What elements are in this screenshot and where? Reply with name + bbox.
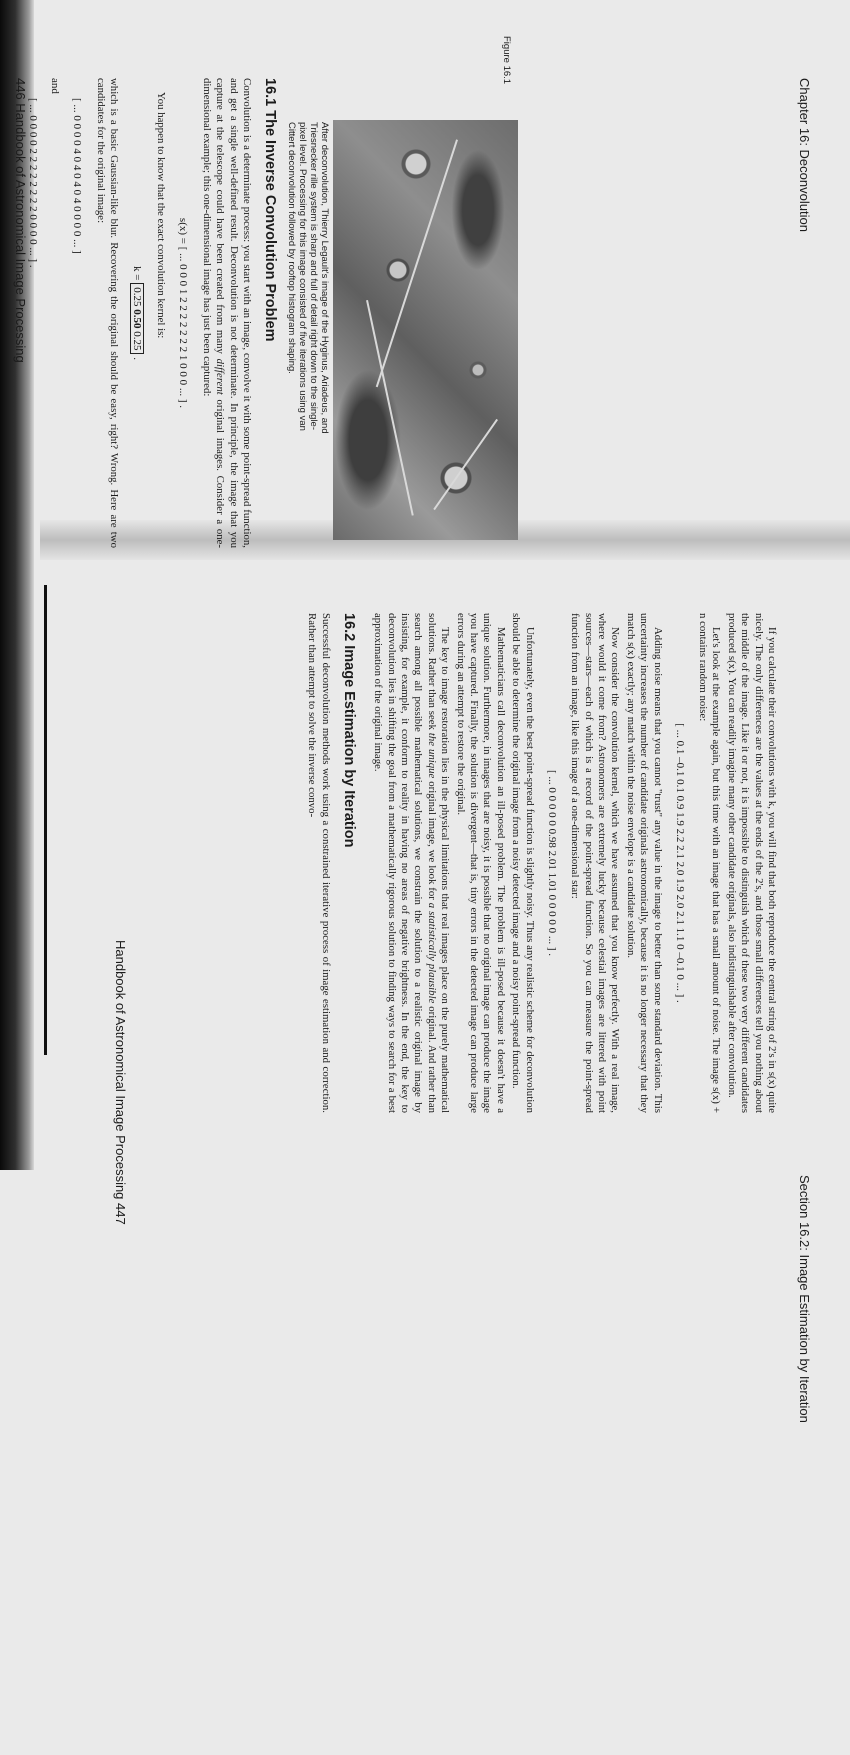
figure-caption	[286, 122, 330, 542]
right-body	[303, 613, 778, 1113]
rille-line	[433, 419, 498, 510]
equation-candidate-1: [ ... 0 0 0 0 4 0 4 0 4 0 4 0 0 0 0 ... ]	[71, 98, 84, 254]
kernel-value: 0.25	[130, 331, 143, 351]
kernel-vector	[130, 283, 144, 354]
equation-star: [ ... 0 0 0 0 0 0.98 2.01 1.01 0 0 0 0 0 ... ] .	[545, 769, 558, 957]
caption-line: After deconvolution, Thierry Legault's image of the Hyginus, Ariadeus, and	[319, 122, 330, 434]
caption-line: Cittert deconvolution followed by rooftop histogram shaping.	[286, 122, 297, 374]
left-body	[17, 78, 278, 548]
text-run: original image, we look for	[425, 778, 438, 903]
paragraph-ill-posed: Mathematicians call deconvolution an ill-posed problem. The problem is ill-posed because it doesn't have a unique solution. Furthermore, in images that are noisy, it is possible that no original image can produce the image you have captured. Finally, the solution is divergent—that is, tiny errors in the detected image can produce large errors during an attempt to restore the original.	[454, 613, 507, 1113]
paragraph-convolutions: If you calculate their convolutions with k, you will find that both reproduce the central string of 2's in s(x) quite nicely. The only differences are the values at the ends of the 2's, and those small differences tell you nothing about the middle of the image. Like it or not, it is impossible to distinguish which of these two very different candidates produced s(x). You can readily imagine many other candidate originals, also indistinguishable after convolution.	[725, 613, 778, 1113]
paragraph-candidates: which is a basic Gaussian-like blur. Recovering the original should be easy, right? Wrong. Here are two candidates for the original image:	[94, 78, 120, 548]
right-page	[0, 585, 850, 1755]
text-run: The key to image restoration lies in the physical limitations that real images place on the purely mathematical solutions. Rather than seek	[425, 613, 452, 1113]
section-heading-16-2: 16.2 Image Estimation by Iteration	[340, 613, 357, 848]
paragraph-kernel: You happen to know that the exact convolution kernel is:	[155, 92, 168, 339]
footer-left: 446 Handbook of Astronomical Image Processing	[13, 78, 28, 363]
kernel-symbol: k =	[130, 266, 143, 284]
kernel-center-value: 0.50	[130, 309, 143, 329]
paragraph-noisy-psf: Unfortunately, even the best point-spread function is slightly noisy. Thus any realistic scheme for deconvolution should be able to determine the original image from a noisy detected image and a noisy point-spread function.	[510, 613, 536, 1113]
paragraph-kernel-source: Now consider the convolution kernel, which we have assumed that you know perfectly. With a real image, where would it come from? Astronomers are extremely lucky because celestial images are littered with point sources—stars—each of which is a record of the point-spread function. So you can measure the point-spread function from an image, like this image of a one-dimensional star:	[569, 613, 622, 1113]
kernel-value: 0.25	[130, 287, 143, 307]
emphasis: a statistically plausible	[425, 902, 438, 1004]
caption-line: pixel level. Processing for this image consisted of five iterations using van	[297, 122, 308, 431]
paragraph-noise: Let's look at the example again, but this time with an image that has a small amount of noise. The image s(x) + n contains random noise:	[696, 613, 723, 1113]
emphasis: different	[214, 358, 227, 395]
lunar-rille-image	[333, 120, 518, 540]
rille-line	[376, 139, 458, 387]
emphasis: the unique	[425, 732, 438, 779]
running-head-right: Section 16.2: Image Estimation by Iteration	[797, 1175, 812, 1423]
figure-label	[501, 36, 512, 116]
equation-k: k = 0.25 0.50 0.25 .	[130, 266, 143, 360]
text-run: Convolution is a determinate process: you start with an image, convolve it with some point-spread function, and get a single well-defined result. Deconvolution is not determinate. In principle, the image that you capture at the telescope could have been created from many	[214, 78, 253, 548]
and-label: and	[49, 78, 62, 94]
paragraph-iterative: Successful deconvolution methods work using a constrained iterative process of image estimation and correction. Rather than attempt to solve the inverse convo-	[306, 613, 332, 1113]
figure-number: Figure 16.1	[501, 36, 512, 85]
rille-line	[366, 300, 414, 516]
footer-right: Handbook of Astronomical Image Processing 447	[113, 940, 128, 1225]
paragraph-intro	[199, 78, 253, 548]
equation-s: s(x) = [ ... 0 0 0 1 2 2 2 2 2 2 2 1 0 0 0 ... ] .	[177, 217, 190, 409]
caption-line: Triesnecker rille system is sharp and full of detail right down to the single-	[308, 122, 319, 431]
paragraph-key	[371, 613, 451, 1113]
paragraph-trust: Adding noise means that you cannot "trust" any value in the image to better than some standard deviation. This uncertainty increases the number of candidate originals astronomically, because it is no longer necessary that they match s(x) exactly; any match within the noise envelope is a candidate solution.	[624, 613, 664, 1113]
text-run: original images. Consider a one-dimensional example; this one-dimensional image has just been captured:	[200, 78, 227, 548]
section-heading-16-1: 16.1 The Inverse Convolution Problem	[262, 78, 278, 342]
equation-noise: [ ... 0.1 –0.1 0.1 0.9 1.9 2.2 2.1 2.0 1.9 2.0 2.1 1.1 0 –0.1 0 ... ] .	[673, 723, 686, 1003]
running-head-left: Chapter 16: Deconvolution	[797, 78, 812, 232]
equation-candidate-2: [ ... 0 0 0 0 2 2 2 2 2 2 2 2 0 0 0 0 ... ] .	[27, 98, 40, 268]
text-run: original. And rather than search among all possible mathematical solutions, we constrain the solution to a realistic original image by insisting, for example, it conform to reality in having no areas of negative brightness. In the end, the key to deconvolution lies in shifting the goal from a mathematically rigorous solution to finding ways to search for a best approximation of the original image.	[372, 613, 438, 1114]
